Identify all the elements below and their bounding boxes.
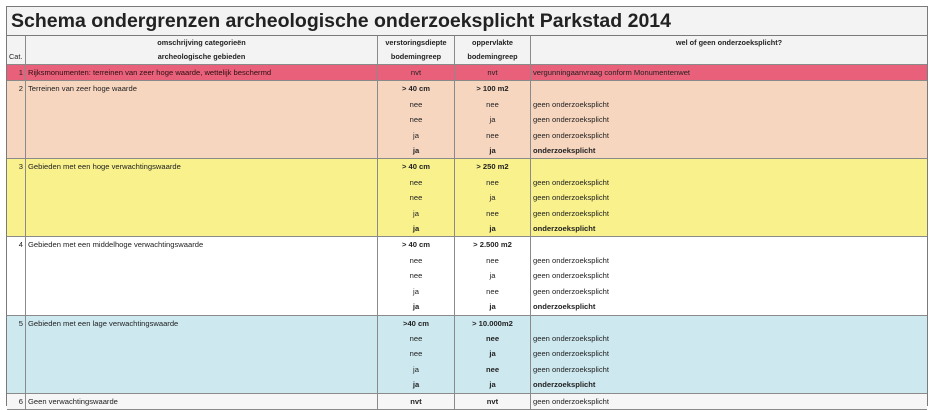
- category-number: [7, 362, 26, 377]
- disturbance-depth: ja: [378, 377, 455, 393]
- header-row-2: [7, 50, 927, 65]
- disturbance-depth: nvt: [378, 393, 455, 409]
- page-title: Schema ondergrenzen archeologische onderzoeksplicht Parkstad 2014: [7, 7, 927, 36]
- surface-area: nvt: [455, 393, 531, 409]
- header-dist-line1: verstoringsdiepte: [378, 36, 455, 50]
- category-number: 4: [7, 237, 26, 253]
- table-row: [7, 377, 927, 393]
- category-description: [26, 112, 378, 127]
- category-number: [7, 284, 26, 299]
- disturbance-depth: > 40 cm: [378, 81, 455, 97]
- surface-area: ja: [455, 221, 531, 237]
- surface-area: nee: [455, 331, 531, 346]
- table-row: [7, 190, 927, 205]
- category-number: [7, 175, 26, 190]
- header-desc-line1: omschrijving categorieën: [26, 36, 378, 50]
- surface-area: > 10.000m2: [455, 315, 531, 331]
- disturbance-depth: > 40 cm: [378, 159, 455, 175]
- category-number: [7, 206, 26, 221]
- research-obligation: geen onderzoeksplicht: [531, 175, 928, 190]
- research-obligation: onderzoeksplicht: [531, 299, 928, 315]
- table-row: [7, 143, 927, 159]
- research-obligation: geen onderzoeksplicht: [531, 206, 928, 221]
- research-obligation: geen onderzoeksplicht: [531, 284, 928, 299]
- disturbance-depth: nee: [378, 331, 455, 346]
- research-obligation: geen onderzoeksplicht: [531, 393, 928, 409]
- category-description: [26, 97, 378, 112]
- header-desc-line2: archeologische gebieden: [26, 50, 378, 65]
- header-duty: wel of geen onderzoeksplicht?: [531, 36, 928, 50]
- surface-area: > 2.500 m2: [455, 237, 531, 253]
- category-description: [26, 268, 378, 283]
- header-duty-blank: [531, 50, 928, 65]
- header-cat-blank: [7, 36, 26, 50]
- research-obligation: geen onderzoeksplicht: [531, 112, 928, 127]
- category-number: 5: [7, 315, 26, 331]
- research-obligation: onderzoeksplicht: [531, 143, 928, 159]
- disturbance-depth: ja: [378, 299, 455, 315]
- category-description: [26, 190, 378, 205]
- research-obligation: onderzoeksplicht: [531, 377, 928, 393]
- table-row: [7, 393, 927, 409]
- surface-area: ja: [455, 190, 531, 205]
- table-row: [7, 268, 927, 283]
- surface-area: nee: [455, 284, 531, 299]
- table-row: [7, 331, 927, 346]
- category-description: [26, 253, 378, 268]
- category-description: Rijksmonumenten: terreinen van zeer hoge waarde, wettelijk beschermd: [26, 65, 378, 81]
- disturbance-depth: nee: [378, 268, 455, 283]
- header-cat: Cat.: [7, 50, 26, 65]
- disturbance-depth: nee: [378, 112, 455, 127]
- table-row: [7, 284, 927, 299]
- disturbance-depth: nee: [378, 253, 455, 268]
- table-row: [7, 159, 927, 175]
- table-row: [7, 128, 927, 143]
- disturbance-depth: ja: [378, 362, 455, 377]
- research-obligation: vergunningaanvraag conform Monumentenwet: [531, 65, 928, 81]
- disturbance-depth: > 40 cm: [378, 237, 455, 253]
- table-row: [7, 112, 927, 127]
- header-dist-line2: bodemingreep: [378, 50, 455, 65]
- research-obligation: onderzoeksplicht: [531, 221, 928, 237]
- category-number: [7, 112, 26, 127]
- category-number: [7, 128, 26, 143]
- table-row: [7, 253, 927, 268]
- research-obligation: geen onderzoeksplicht: [531, 331, 928, 346]
- surface-area: nee: [455, 206, 531, 221]
- research-obligation: geen onderzoeksplicht: [531, 268, 928, 283]
- category-rows: [7, 65, 927, 410]
- table-row: [7, 81, 927, 97]
- table-row: [7, 362, 927, 377]
- category-number: [7, 143, 26, 159]
- category-description: [26, 299, 378, 315]
- research-obligation: geen onderzoeksplicht: [531, 253, 928, 268]
- research-obligation: geen onderzoeksplicht: [531, 362, 928, 377]
- table-row: [7, 206, 927, 221]
- surface-area: nee: [455, 175, 531, 190]
- disturbance-depth: ja: [378, 284, 455, 299]
- disturbance-depth: ja: [378, 206, 455, 221]
- surface-area: ja: [455, 299, 531, 315]
- table-row: [7, 97, 927, 112]
- category-number: 2: [7, 81, 26, 97]
- category-description: Geen verwachtingswaarde: [26, 393, 378, 409]
- research-obligation: geen onderzoeksplicht: [531, 190, 928, 205]
- category-description: [26, 346, 378, 361]
- category-number: 1: [7, 65, 26, 81]
- schema-table: [7, 36, 927, 410]
- research-obligation: geen onderzoeksplicht: [531, 97, 928, 112]
- disturbance-depth: nee: [378, 346, 455, 361]
- category-number: [7, 268, 26, 283]
- surface-area: nee: [455, 97, 531, 112]
- category-description: [26, 331, 378, 346]
- category-description: [26, 206, 378, 221]
- category-description: [26, 175, 378, 190]
- category-number: [7, 346, 26, 361]
- disturbance-depth: nee: [378, 97, 455, 112]
- table-row: [7, 221, 927, 237]
- disturbance-depth: ja: [378, 143, 455, 159]
- category-description: Terreinen van zeer hoge waarde: [26, 81, 378, 97]
- disturbance-depth: ja: [378, 128, 455, 143]
- category-description: [26, 143, 378, 159]
- category-description: [26, 128, 378, 143]
- disturbance-depth: nee: [378, 190, 455, 205]
- research-obligation: geen onderzoeksplicht: [531, 128, 928, 143]
- table-row: [7, 299, 927, 315]
- table-row: [7, 315, 927, 331]
- category-number: [7, 377, 26, 393]
- surface-area: nee: [455, 253, 531, 268]
- disturbance-depth: nvt: [378, 65, 455, 81]
- category-description: [26, 284, 378, 299]
- category-description: Gebieden met een hoge verwachtingswaarde: [26, 159, 378, 175]
- category-number: [7, 190, 26, 205]
- category-number: [7, 97, 26, 112]
- research-obligation: [531, 81, 928, 97]
- surface-area: > 250 m2: [455, 159, 531, 175]
- research-obligation: geen onderzoeksplicht: [531, 346, 928, 361]
- surface-area: > 100 m2: [455, 81, 531, 97]
- research-obligation: [531, 159, 928, 175]
- surface-area: ja: [455, 377, 531, 393]
- category-number: [7, 299, 26, 315]
- header-row-1: [7, 36, 927, 50]
- surface-area: ja: [455, 346, 531, 361]
- category-number: [7, 253, 26, 268]
- surface-area: nee: [455, 362, 531, 377]
- category-number: 6: [7, 393, 26, 409]
- category-description: [26, 362, 378, 377]
- category-description: [26, 221, 378, 237]
- header-area-line1: oppervlakte: [455, 36, 531, 50]
- schema-sheet: [6, 6, 928, 406]
- category-number: [7, 331, 26, 346]
- disturbance-depth: >40 cm: [378, 315, 455, 331]
- header-area-line2: bodemingreep: [455, 50, 531, 65]
- surface-area: nvt: [455, 65, 531, 81]
- category-number: [7, 221, 26, 237]
- research-obligation: [531, 315, 928, 331]
- disturbance-depth: ja: [378, 221, 455, 237]
- category-description: [26, 377, 378, 393]
- surface-area: ja: [455, 112, 531, 127]
- table-row: [7, 237, 927, 253]
- disturbance-depth: nee: [378, 175, 455, 190]
- table-row: [7, 175, 927, 190]
- category-description: Gebieden met een middelhoge verwachtingswaarde: [26, 237, 378, 253]
- category-description: Gebieden met een lage verwachtingswaarde: [26, 315, 378, 331]
- table-row: [7, 346, 927, 361]
- table-row: [7, 65, 927, 81]
- surface-area: ja: [455, 268, 531, 283]
- research-obligation: [531, 237, 928, 253]
- category-number: 3: [7, 159, 26, 175]
- surface-area: nee: [455, 128, 531, 143]
- surface-area: ja: [455, 143, 531, 159]
